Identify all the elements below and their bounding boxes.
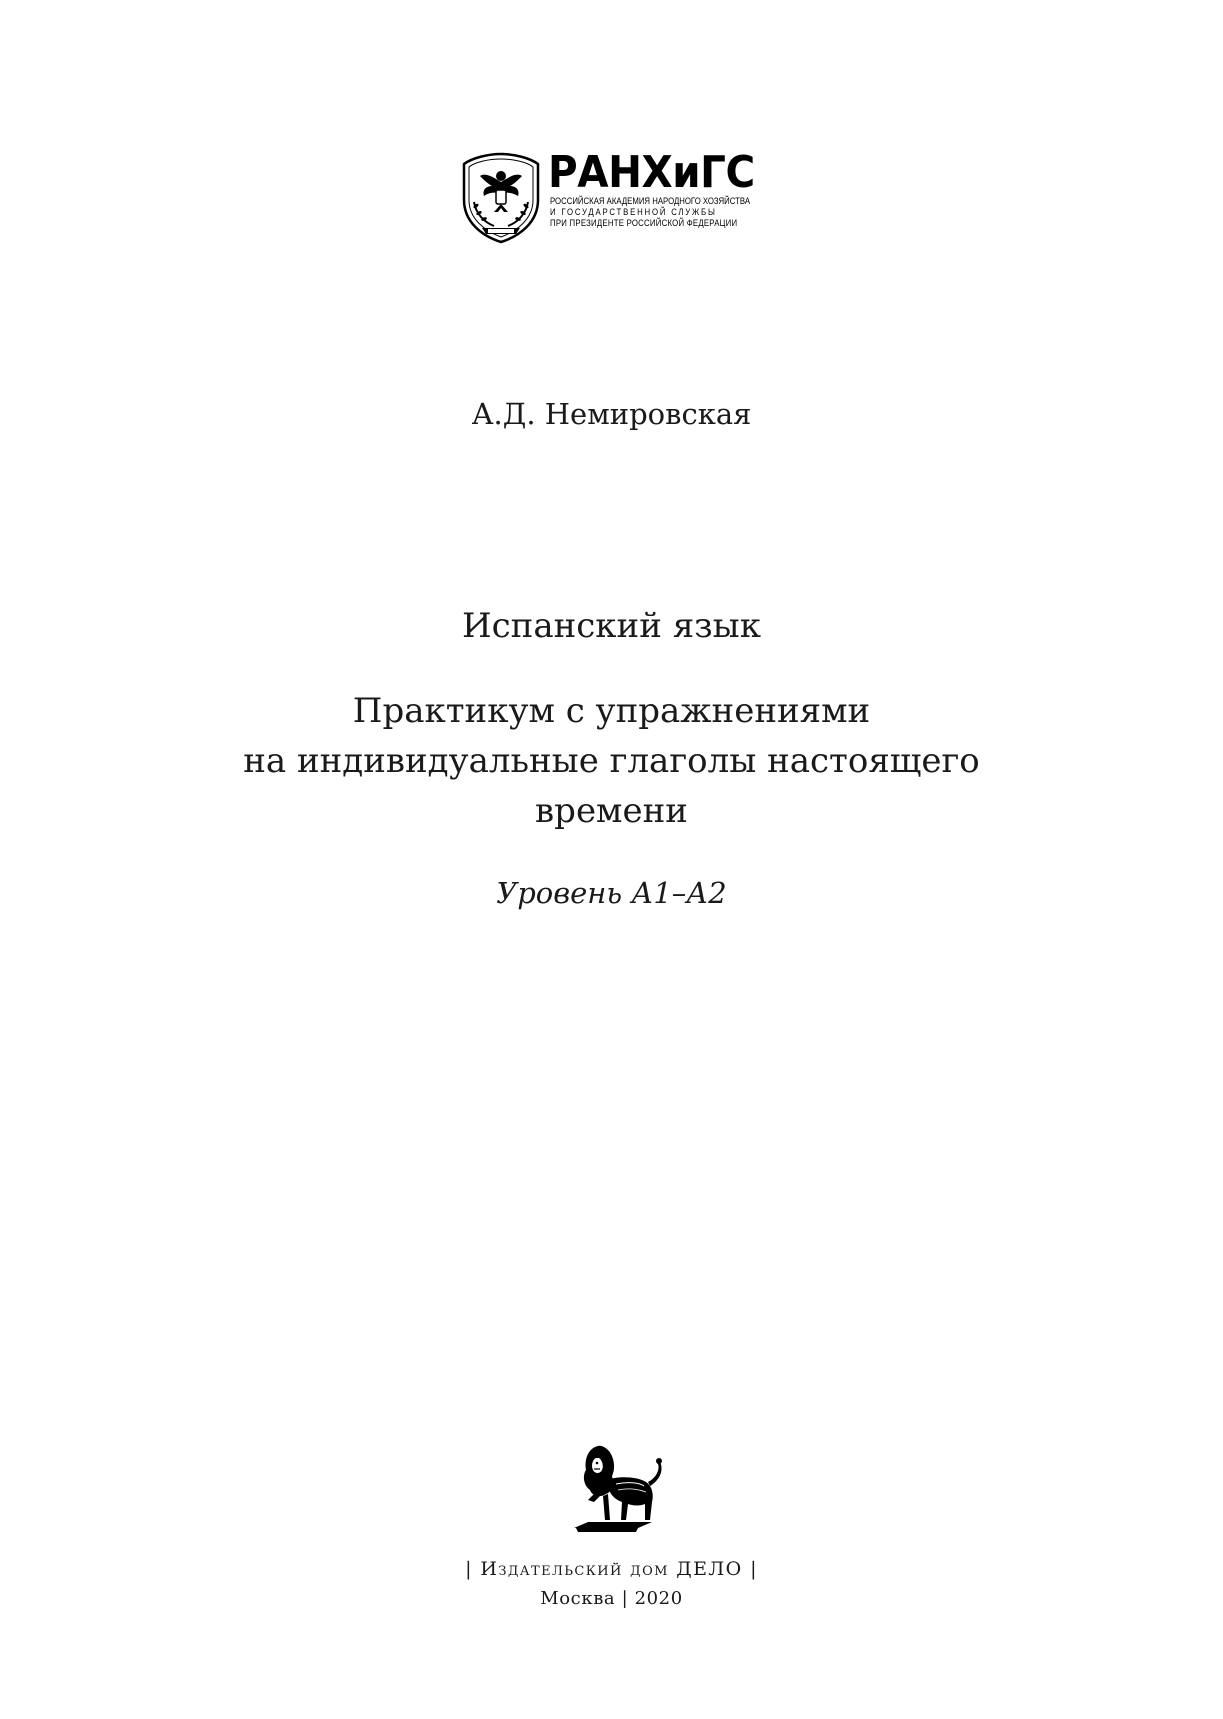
subtitle-line-2: на индивидуальные глаголы настоящего bbox=[243, 741, 980, 781]
institution-name-line-2: И ГОСУДАРСТВЕННОЙ СЛУЖБЫ bbox=[550, 207, 717, 218]
book-title: Испанский язык bbox=[461, 606, 761, 646]
book-subtitle bbox=[0, 686, 1223, 836]
academy-emblem-icon bbox=[458, 150, 544, 246]
level-label: Уровень А1–А2 bbox=[496, 876, 727, 910]
author-name: А.Д. Немировская bbox=[471, 397, 752, 431]
publisher-name: | Издательский дом ДЕЛО | bbox=[465, 1558, 758, 1580]
subtitle-line-1: Практикум с упражнениями bbox=[352, 691, 871, 731]
institution-name-line-3: ПРИ ПРЕЗИДЕНТЕ РОССИЙСКОЙ ФЕДЕРАЦИИ bbox=[550, 218, 738, 229]
institution-name-line-1: РОССИЙСКАЯ АКАДЕМИЯ НАРОДНОГО ХОЗЯЙСТВА bbox=[550, 196, 751, 207]
institution-abbreviation: РАНХиГС bbox=[548, 147, 755, 198]
lion-logo-icon bbox=[560, 1436, 680, 1540]
subtitle-line-3: времени bbox=[535, 791, 688, 831]
publisher-city-year: Москва | 2020 bbox=[540, 1588, 683, 1609]
institution-logo bbox=[458, 147, 758, 246]
